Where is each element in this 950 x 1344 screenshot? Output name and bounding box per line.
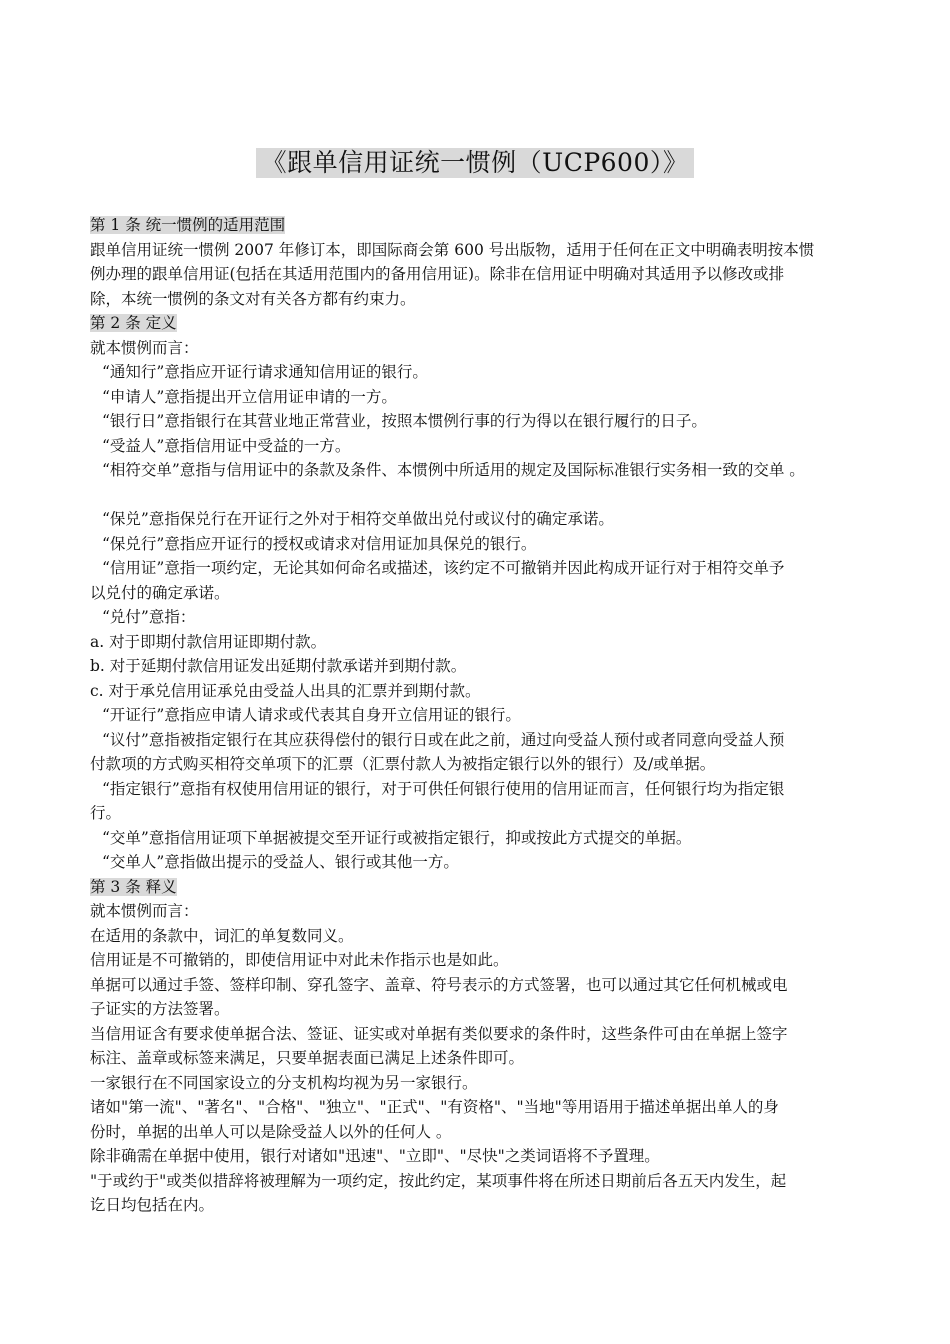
definition-presenter: “交单人”意指做出提示的受益人、银行或其他一方。 [102,853,459,871]
definition-negotiation: “议付”意指被指定银行在其应获得偿付的银行日或在此之前，通过向受益人预付或者同意向受益人预 [102,730,785,749]
document-title: 《跟单信用证统一惯例（UCP600）》 [256,148,695,178]
honour-item-a: a. 对于即期付款信用证即期付款。 [90,632,327,651]
article-3-text-line: 当信用证含有要求使单据合法、签证、证实或对单据有类似要求的条件时，这些条件可由在单据上签字 [90,1024,788,1043]
article-3-text-line: 讫日均包括在内。 [90,1196,215,1214]
article-3-text-line: 子证实的方法签署。 [90,1000,230,1018]
document-body [90,213,870,1218]
article-1-heading: 第 1 条 统一惯例的适用范围 [90,216,286,234]
article-3-text-line: 一家银行在不同国家设立的分支机构均视为另一家银行。 [90,1073,478,1092]
definition-beneficiary: “受益人”意指信用证中受益的一方。 [102,436,351,455]
article-3-text-line: "于或约于"或类似措辞将被理解为一项约定，按此约定，某项事件将在所述日期前后各五天内发生，起 [90,1171,787,1190]
article-1-text-line: 除，本统一惯例的条文对有关各方都有约束力。 [90,289,416,308]
article-3-intro: 就本惯例而言： [90,902,199,920]
article-2-heading: 第 2 条 定义 [90,314,177,332]
honour-item-c: c. 对于承兑信用证承兑由受益人出具的汇票并到期付款。 [90,681,481,700]
article-3-text-line: 诸如"第一流"、"著名"、"合格"、"独立"、"正式"、"有资格"、"当地"等用语用于描述单据出单人的身 [90,1098,779,1116]
definition-credit-continued: 以兑付的确定承诺。 [90,583,230,602]
article-3-text-line: 在适用的条款中，词汇的单复数同义。 [90,926,354,945]
article-3-heading: 第 3 条 释义 [90,877,177,896]
article-3-text-line: 单据可以通过手签、签样印制、穿孔签字、盖章、符号表示的方式签署，也可以通过其它任何机械或电 [90,975,788,994]
article-3-text-line: 标注、盖章或标签来满足，只要单据表面已满足上述条件即可。 [90,1049,525,1067]
article-1-text-line: 例办理的跟单信用证(包括在其适用范围内的备用信用证)。除非在信用证中明确对其适用予以修改或排 [90,265,785,283]
definition-complying-presentation: “相符交单”意指与信用证中的条款及条件、本惯例中所适用的规定及国际标准银行实务相一致的交单 。 [102,461,805,479]
definition-confirming-bank: “保兑行”意指应开证行的授权或请求对信用证加具保兑的银行。 [102,534,537,553]
definition-applicant: “申请人”意指提出开立信用证申请的一方。 [102,387,397,406]
definition-banking-day: “银行日”意指银行在其营业地正常营业，按照本惯例行事的行为得以在银行履行的日子。 [102,412,707,430]
article-3-text-line: 除非确需在单据中使用，银行对诸如"迅速"、"立即"、"尽快"之类词语将不予置理。 [90,1147,660,1165]
definition-credit: “信用证”意指一项约定，无论其如何命名或描述，该约定不可撤销并因此构成开证行对于相符交单予 [102,559,785,577]
blank-line [90,483,870,508]
definition-presentation: “交单”意指信用证项下单据被提交至开证行或被指定银行，抑或按此方式提交的单据。 [102,828,692,847]
definition-nominated-bank-continued: 行。 [90,804,122,822]
definition-confirmation: “保兑”意指保兑行在开证行之外对于相符交单做出兑付或议付的确定承诺。 [102,510,614,528]
honour-item-b: b. 对于延期付款信用证发出延期付款承诺并到期付款。 [90,657,467,675]
article-3-text-line: 份时，单据的出单人可以是除受益人以外的任何人 。 [90,1122,452,1141]
article-1-text-line: 跟单信用证统一惯例 2007 年修订本，即国际商会第 600 号出版物，适用于任何在正文中明确表明按本惯 [90,240,815,259]
definition-negotiation-continued: 付款项的方式购买相符交单项下的汇票（汇票付款人为被指定银行以外的银行）及/或单据。 [90,755,716,773]
article-3-text-line: 信用证是不可撤销的，即使信用证中对此未作指示也是如此。 [90,951,509,969]
definition-nominated-bank: “指定银行”意指有权使用信用证的银行，对于可供任何银行使用的信用证而言，任何银行均为指定银 [102,779,785,798]
definition-honour: “兑付”意指： [102,608,196,626]
article-2-intro: 就本惯例而言： [90,338,199,357]
title-container [0,148,950,178]
definition-advising-bank: “通知行”意指应开证行请求通知信用证的银行。 [102,363,428,381]
definition-issuing-bank: “开证行”意指应申请人请求或代表其自身开立信用证的银行。 [102,706,521,724]
